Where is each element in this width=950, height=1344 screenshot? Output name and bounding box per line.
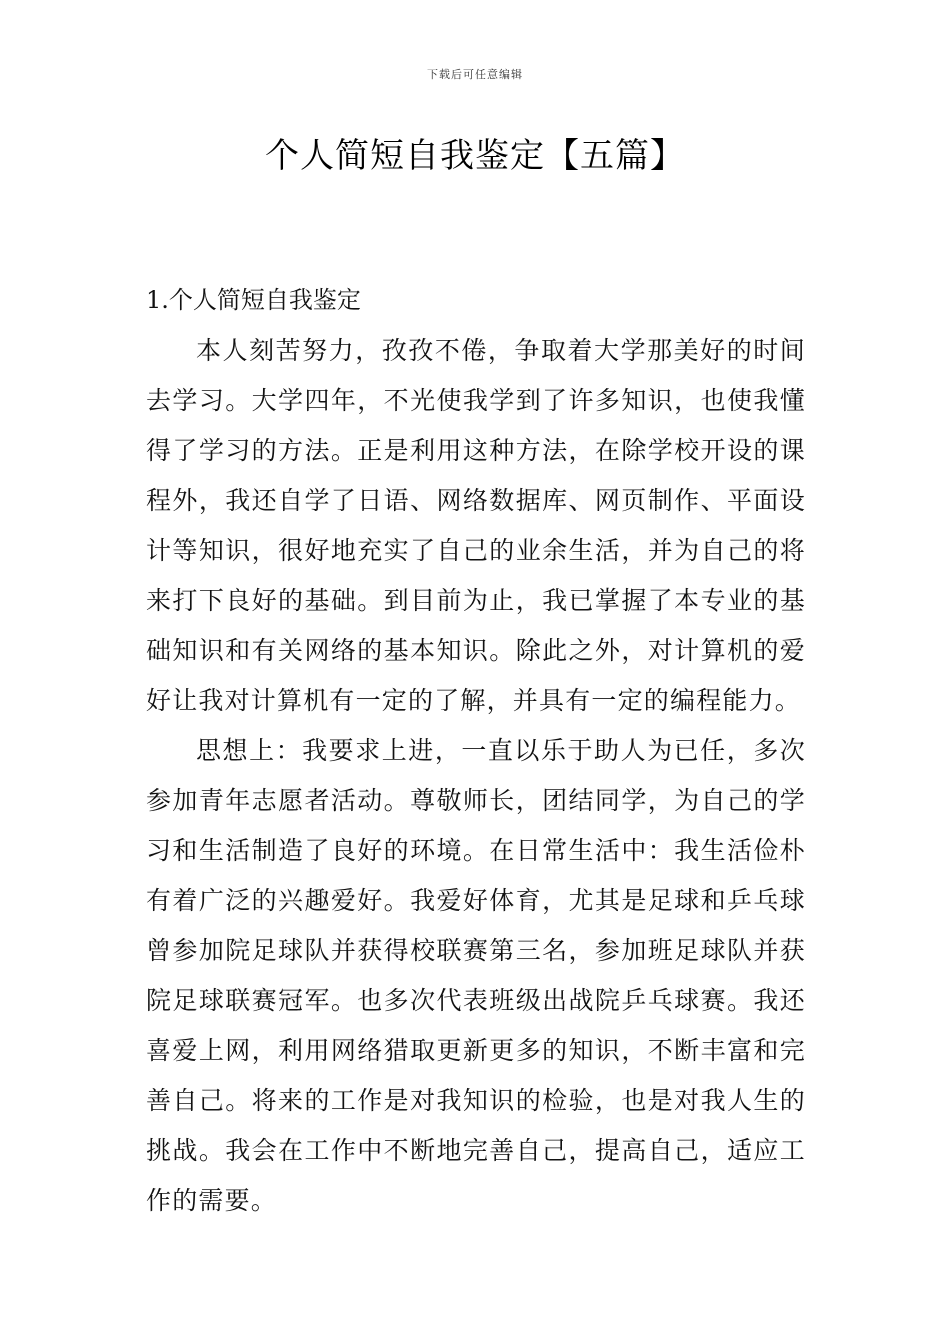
body-paragraph: 本人刻苦努力，孜孜不倦，争取着大学那美好的时间去学习。大学四年，不光使我学到了许多知识，也使我懂得了学习的方法。正是利用这种方法，在除学校开设的课程外，我还自学了日语、网络数据库、网页制作、平面设计等知识，很好地充实了自己的业余生活，并为自己的将来打下良好的基础。到目前为止，我已掌握了本专业的基础知识和有关网络的基本知识。除此之外，对计算机的爱好让我对计算机有一定的了解，并具有一定的编程能力。 <box>146 336 806 715</box>
body-paragraph: 思想上：我要求上进，一直以乐于助人为已任，多次参加青年志愿者活动。尊敬师长，团结同学，为自己的学习和生活制造了良好的环境。在日常生活中：我生活俭朴有着广泛的兴趣爱好。我爱好体育，尤其是足球和乒乓球曾参加院足球队并获得校联赛第三名，参加班足球队并获院足球联赛冠军。也多次代表班级出战院乒乓球赛。我还喜爱上网，利用网络猎取更新更多的知识，不断丰富和完善自己。将来的工作是对我知识的检验，也是对我人生的挑战。我会在工作中不断地完善自己，提高自己，适应工作的需要。 <box>146 736 806 1215</box>
header-note: 下载后可任意编辑 <box>427 68 523 81</box>
document-body <box>146 280 806 1226</box>
section-heading: 1.个人简短自我鉴定 <box>146 286 361 314</box>
document-title: 个人简短自我鉴定【五篇】 <box>265 136 685 176</box>
